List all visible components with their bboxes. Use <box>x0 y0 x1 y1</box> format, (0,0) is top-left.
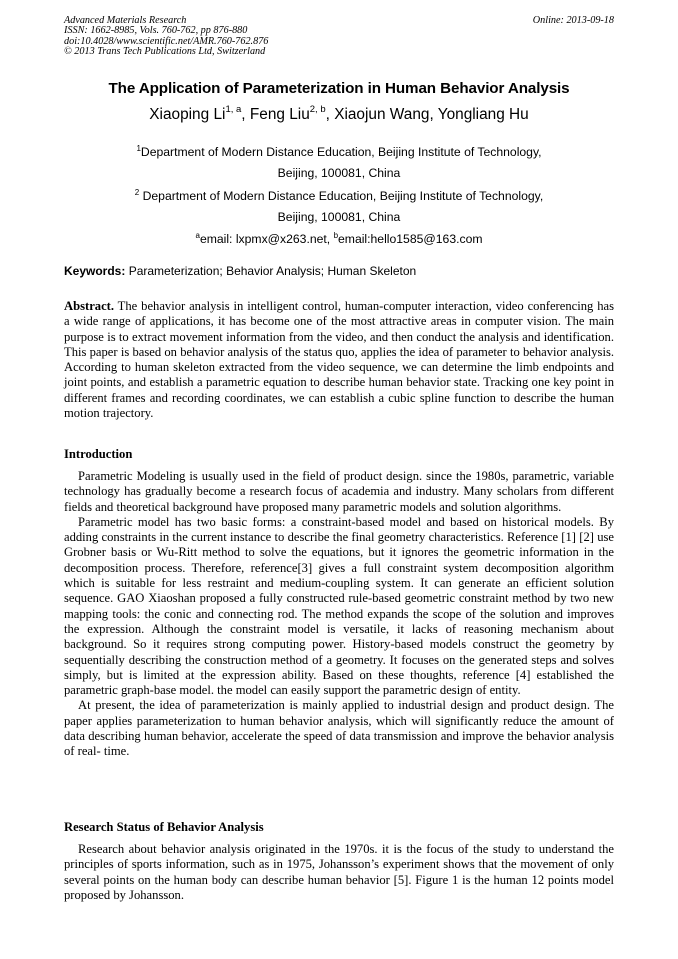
paper-page <box>64 14 614 902</box>
author-affiliation-mark: 2, b <box>309 104 326 115</box>
keywords-text: Parameterization; Behavior Analysis; Human Skeleton <box>125 264 417 278</box>
affiliation-text: Department of Modern Distance Education, Beijing Institute of Technology, <box>140 145 542 160</box>
email-mark: a <box>195 231 200 240</box>
abstract <box>64 299 614 421</box>
author-name: Xiaojun Wang <box>334 106 430 124</box>
paragraph: Parametric Modeling is usually used in the field of product design. since the 1980s, parametric, variable technology has gradually become a research focus of academia and industry. Many scholars from different fields and theoretical background have proposed many parametric models and solution algorithms. <box>64 469 614 514</box>
keywords-label: Keywords: <box>64 264 126 278</box>
affiliation-1-line-1 <box>64 144 614 159</box>
affiliation-mark: 1 <box>136 144 141 153</box>
abstract-text: The behavior analysis in intelligent control, human-computer interaction, video conferencing has a wide range of applications, it has become one of the most attractive areas in computer vision. The main purpose is to extract movement information from the video, and then conduct the analysis and identification. This paper is based on behavior analysis of the status quo, applies the idea of parameter to behavior analysis. According to human skeleton extracted from the video sequence, we can determine the limb endpoints and joint points, and establish a parametric equation to describe human behavior state. Tracking one key point in different frames and recording coordinates, we can establish a cubic spline function to describe the human motion trajectory. <box>64 299 614 421</box>
email-a: email: lxpmx@x263.net, <box>199 232 334 247</box>
journal-name: Advanced Materials Research <box>64 15 187 26</box>
research-status-body <box>64 842 614 903</box>
paragraph: Parametric model has two basic forms: a constraint-based model and based on historical models. By adding constraints in the current instance to describe the final geometry characteristics. Reference [1] [2] use Grobner basis or Wu-Ritt method to solve the equations, but it ignores the geometric information in the decomposition process. Therefore, reference[3] gives a full constraint system decomposition algorithm which is suitable for less restraint and medium-coupling system. It can generate an efficient solution sequence. GAO Xiaoshan proposed a fully constructed rule-based geometric constraint method by two new mapping tools: the conic and connecting rod. The method expands the scope of the solution and improves the expression. Although the constraint model is versatile, it lacks of reasoning mechanism about background. So it requires strong computing power. History-based models construct the geometry by sequentially describing the construction method of a geometry. It focuses on the generated steps and solves simply, but is limited at the expression ability. Based on these thoughts, reference [4] established the parametric graph-base model. the model can easily support the parametric design of entity. <box>64 514 614 698</box>
introduction-body <box>64 469 614 760</box>
doi-line: doi:10.4028/www.scientific.net/AMR.760-762.876 <box>64 35 269 47</box>
email-b: email:hello1585@163.com <box>338 232 483 247</box>
issn-line: ISSN: 1662-8985, Vols. 760-762, pp 876-880 <box>64 25 248 37</box>
online-date: Online: 2013-09-18 <box>532 15 614 26</box>
paragraph: At present, the idea of parameterization is mainly applied to industrial design and product design. The paper applies parameterization to human behavior analysis, which will significantly reduce the amount of data describing human behavior, accelerate the speed of data transmission and improve the behavior analysis of real- time. <box>64 698 614 759</box>
paragraph: Research about behavior analysis originated in the 1970s. it is the focus of the study to understand the principles of sports information, such as in 1975, Johansson’s experiment shows that the movement of only several points on the human body can describe human behavior [5]. Figure 1 is the human 12 points model proposed by Johansson. <box>64 842 614 902</box>
email-mark: b <box>333 231 339 240</box>
journal-header <box>64 14 614 66</box>
abstract-label: Abstract. <box>64 299 115 313</box>
journal-info <box>64 16 268 58</box>
affiliation-2-line-1 <box>64 188 614 203</box>
introduction-heading: Introduction <box>64 447 133 461</box>
research-status-heading: Research Status of Behavior Analysis <box>64 820 264 834</box>
affiliation-text: Department of Modern Distance Education, Beijing Institute of Technology, <box>139 189 544 204</box>
paper-title: The Application of Parameterization in Human Behavior Analysis <box>108 80 570 97</box>
affiliation-2-line-2: Beijing, 100081, China <box>277 210 401 224</box>
author-name: Feng Liu <box>249 106 310 124</box>
author-affiliation-mark: 1, a <box>225 104 242 115</box>
author-list: Xiaoping Li$^{1, a}$, Feng Liu$^{2, b}$, Xiaojun Wang, Yongliang Hu <box>149 104 529 124</box>
keywords <box>64 264 614 278</box>
copyright-line: © 2013 Trans Tech Publications Ltd, Switzerland <box>64 46 266 58</box>
email-line <box>64 231 614 246</box>
author-name: Yongliang Hu <box>437 106 529 124</box>
affiliation-1-line-2: Beijing, 100081, China <box>277 166 401 180</box>
author-name: Xiaoping Li <box>149 106 226 124</box>
affiliation-mark: 2 <box>134 188 140 197</box>
